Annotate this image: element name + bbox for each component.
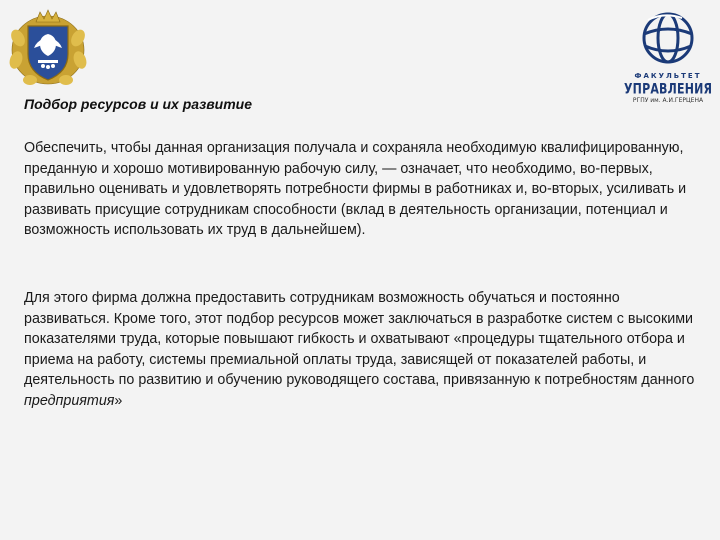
paragraph-2 <box>24 288 704 412</box>
management-label: УПРАВЛЕНИЯ <box>624 81 713 98</box>
faculty-label: ФАКУЛЬТЕТ <box>634 72 702 80</box>
faculty-logo <box>624 6 712 106</box>
paragraph-2-main: Для этого фирма должна предоставить сотрудникам возможность обучаться и постоянно развиваться. Кроме того, этот подбор ресурсов может заключаться в разработке систем с высокими показателями труда, которые повышают гибкость и охватывают «процедуры тщательного отбора и приема на работу, системы премиальной оплаты труда, зависящей от показателей работы, и деятельность по развитию и обучению руководящего состава, привязанную к потребностям данного <box>24 290 695 389</box>
paragraph-2-closing: » <box>114 392 123 409</box>
university-crest-icon <box>8 8 88 88</box>
paragraph-1: Обеспечить, чтобы данная организация получала и сохраняла необходимую квалифицированную, преданную и хорошо мотивированную рабочую силу, — означает, что необходимо, во-первых, правильно оценивать и удовлетворять потребности фирмы в работниках и, во-вторых, усиливать и развивать присущие сотрудникам способности (вклад в деятельность организации, потенциал и возможность использовать их труд в дальнейшем). <box>24 140 687 239</box>
university-label: РГПУ им. А.И.ГЕРЦЕНА <box>632 97 704 104</box>
section-heading: Подбор ресурсов и их развитие <box>24 96 253 112</box>
paragraph-2-ending: предприятия <box>24 392 115 409</box>
globe-icon <box>624 6 712 72</box>
